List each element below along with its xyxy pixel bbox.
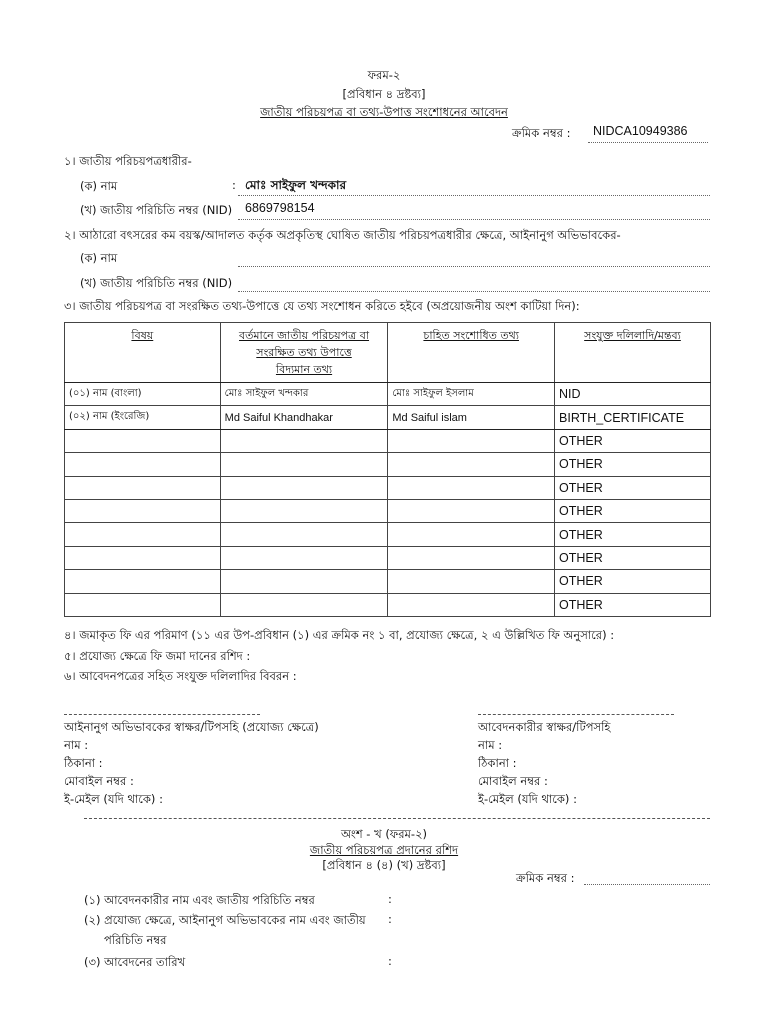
cell-current (220, 546, 388, 569)
guardian-mobile: মোবাইল নম্বর : (64, 774, 134, 788)
receipt-item1: (১) আবেদনকারীর নাম এবং জাতীয় পরিচিতি নম্বর (84, 893, 315, 907)
applicant-email: ই-মেইল (যদি থাকে) : (478, 792, 577, 806)
header-current-info: বর্তমানে জাতীয় পরিচয়পত্র বা সংরক্ষিত তথ্য উপাত্তে বিদ্যমান তথ্য (220, 323, 388, 383)
dotted-line (238, 291, 710, 292)
table-header-row (65, 323, 711, 383)
cell-note: BIRTH_CERTIFICATE (555, 406, 711, 429)
dotted-line (238, 266, 710, 267)
cell-requested: মোঃ সাইফুল ইসলাম (388, 383, 555, 406)
table-row (65, 570, 711, 593)
header-attachments: সংযুক্ত দলিলাদি/মন্তব্য (555, 323, 711, 383)
guardian-signature-title: আইনানুগ অভিভাবকের স্বাক্ষর/টিপসহি (প্রযোজ্য ক্ষেত্রে) (64, 720, 319, 734)
holder-name-value: মোঃ সাইফুল খন্দকার (245, 178, 347, 192)
table-row (65, 546, 711, 569)
cell-subject: (০২) নাম (ইংরেজি) (65, 406, 221, 429)
rule-reference: [প্রবিধান ৪ দ্রষ্টব্য] (342, 87, 426, 101)
cell-current (220, 476, 388, 499)
colon: : (388, 912, 392, 926)
cell-current (220, 429, 388, 452)
cell-subject: (০১) নাম (বাংলা) (65, 383, 221, 406)
colon: : (388, 954, 392, 968)
cell-subject (65, 476, 221, 499)
table-row (65, 523, 711, 546)
guardian-email: ই-মেইল (যদি থাকে) : (64, 792, 163, 806)
table-row (65, 383, 711, 406)
section6-attachments: ৬। আবেদনপত্রের সহিত সংযুক্ত দলিলাদির বিবরন : (64, 669, 297, 683)
cell-note: OTHER (555, 476, 711, 499)
cell-requested (388, 593, 555, 616)
cell-current (220, 570, 388, 593)
cell-current: মোঃ সাইফুল খন্দকার (220, 383, 388, 406)
colon: : (388, 892, 392, 906)
cell-subject (65, 523, 221, 546)
table-row (65, 499, 711, 522)
applicant-name: নাম : (478, 738, 503, 752)
correction-table (64, 322, 711, 617)
table-row (65, 453, 711, 476)
header-requested-info: চাহিত সংশোধিত তথ্য (388, 323, 555, 383)
guardian-name: নাম : (64, 738, 89, 752)
section4-fee: ৪। জমাকৃত ফি এর পরিমাণ (১১ এর উপ-প্রবিধান (১) এর ক্রমিক নং ১ বা, প্রযোজ্য ক্ষেত্রে, ২ এ উল্লিখিত ফি অনুসারে) : (64, 628, 615, 642)
table-row (65, 593, 711, 616)
cell-requested (388, 476, 555, 499)
cell-requested: Md Saiful islam (388, 406, 555, 429)
receipt-rule-reference: [প্রবিধান ৪ (৪) (খ) দ্রষ্টব্য] (322, 858, 446, 872)
header-subject: বিষয় (65, 323, 221, 383)
cell-requested (388, 570, 555, 593)
cell-requested (388, 499, 555, 522)
receipt-part-label: অংশ - খ (ফরম-২) (340, 827, 428, 841)
cell-current (220, 499, 388, 522)
holder-nid-value: 6869798154 (245, 201, 315, 215)
serial-dotted-line (588, 142, 708, 143)
cell-subject (65, 570, 221, 593)
cell-note: NID (555, 383, 711, 406)
receipt-item3: (৩) আবেদনের তারিখ (84, 955, 186, 969)
holder-name-label: (ক) নাম (80, 179, 118, 193)
applicant-signature-title: আবেদনকারীর স্বাক্ষর/টিপসহি (478, 720, 611, 734)
cell-requested (388, 546, 555, 569)
applicant-signature-line (478, 714, 674, 715)
cut-line (84, 818, 710, 819)
receipt-serial-dotted-line (584, 884, 710, 885)
cell-current (220, 593, 388, 616)
cell-note: OTHER (555, 499, 711, 522)
guardian-name-label: (ক) নাম (80, 251, 118, 265)
cell-current: Md Saiful Khandhakar (220, 406, 388, 429)
cell-subject (65, 593, 221, 616)
cell-note: OTHER (555, 429, 711, 452)
receipt-item2: (২) প্রযোজ্য ক্ষেত্রে, আইনানুগ অভিভাবকের নাম এবং জাতীয় (84, 913, 366, 927)
cell-subject (65, 499, 221, 522)
cell-note: OTHER (555, 570, 711, 593)
guardian-address: ঠিকানা : (64, 756, 103, 770)
receipt-item2-cont: পরিচিতি নম্বর (104, 933, 167, 947)
section3-heading: ৩। জাতীয় পরিচয়পত্র বা সংরক্ষিত তথ্য-উপাত্তে যে তথ্য সংশোধন করিতে হইবে (অপ্রয়োজনীয় অংশ কাটিয়া দিন): (64, 299, 580, 313)
section5-receipt: ৫। প্রযোজ্য ক্ষেত্রে ফি জমা দানের রশিদ : (64, 649, 251, 663)
holder-nid-label: (খ) জাতীয় পরিচিতি নম্বর (NID) (80, 203, 233, 217)
cell-note: OTHER (555, 546, 711, 569)
cell-current (220, 523, 388, 546)
dotted-line (238, 219, 710, 220)
serial-value: NIDCA10949386 (593, 124, 688, 138)
cell-subject (65, 429, 221, 452)
cell-subject (65, 546, 221, 569)
section2-heading: ২। আঠারো বৎসরের কম বয়স্ক/আদালত কর্তৃক অপ্রকৃতিস্থ ঘোষিত জাতীয় পরিচয়পত্রধারীর ক্ষেত্রে, আইনানুগ অভিভাবকের- (64, 228, 621, 242)
table-row (65, 406, 711, 429)
table-row (65, 476, 711, 499)
receipt-title: জাতীয় পরিচয়পত্র প্রদানের রশিদ (309, 843, 459, 857)
dotted-line (238, 195, 710, 196)
cell-note: OTHER (555, 593, 711, 616)
form-number: ফরম-২ (367, 68, 401, 82)
cell-requested (388, 453, 555, 476)
table-row (65, 429, 711, 452)
guardian-nid-label: (খ) জাতীয় পরিচিতি নম্বর (NID) (80, 276, 233, 290)
applicant-mobile: মোবাইল নম্বর : (478, 774, 548, 788)
colon: : (232, 178, 236, 192)
serial-label: ক্রমিক নম্বর : (512, 126, 571, 140)
applicant-address: ঠিকানা : (478, 756, 517, 770)
cell-subject (65, 453, 221, 476)
form-title: জাতীয় পরিচয়পত্র বা তথ্য-উপাত্ত সংশোধনের আবেদন (260, 105, 508, 119)
receipt-serial-label: ক্রমিক নম্বর : (516, 871, 575, 885)
cell-requested (388, 523, 555, 546)
cell-note: OTHER (555, 523, 711, 546)
cell-current (220, 453, 388, 476)
guardian-signature-line (64, 714, 260, 715)
section1-heading: ১। জাতীয় পরিচয়পত্রধারীর- (64, 154, 192, 168)
cell-note: OTHER (555, 453, 711, 476)
cell-requested (388, 429, 555, 452)
